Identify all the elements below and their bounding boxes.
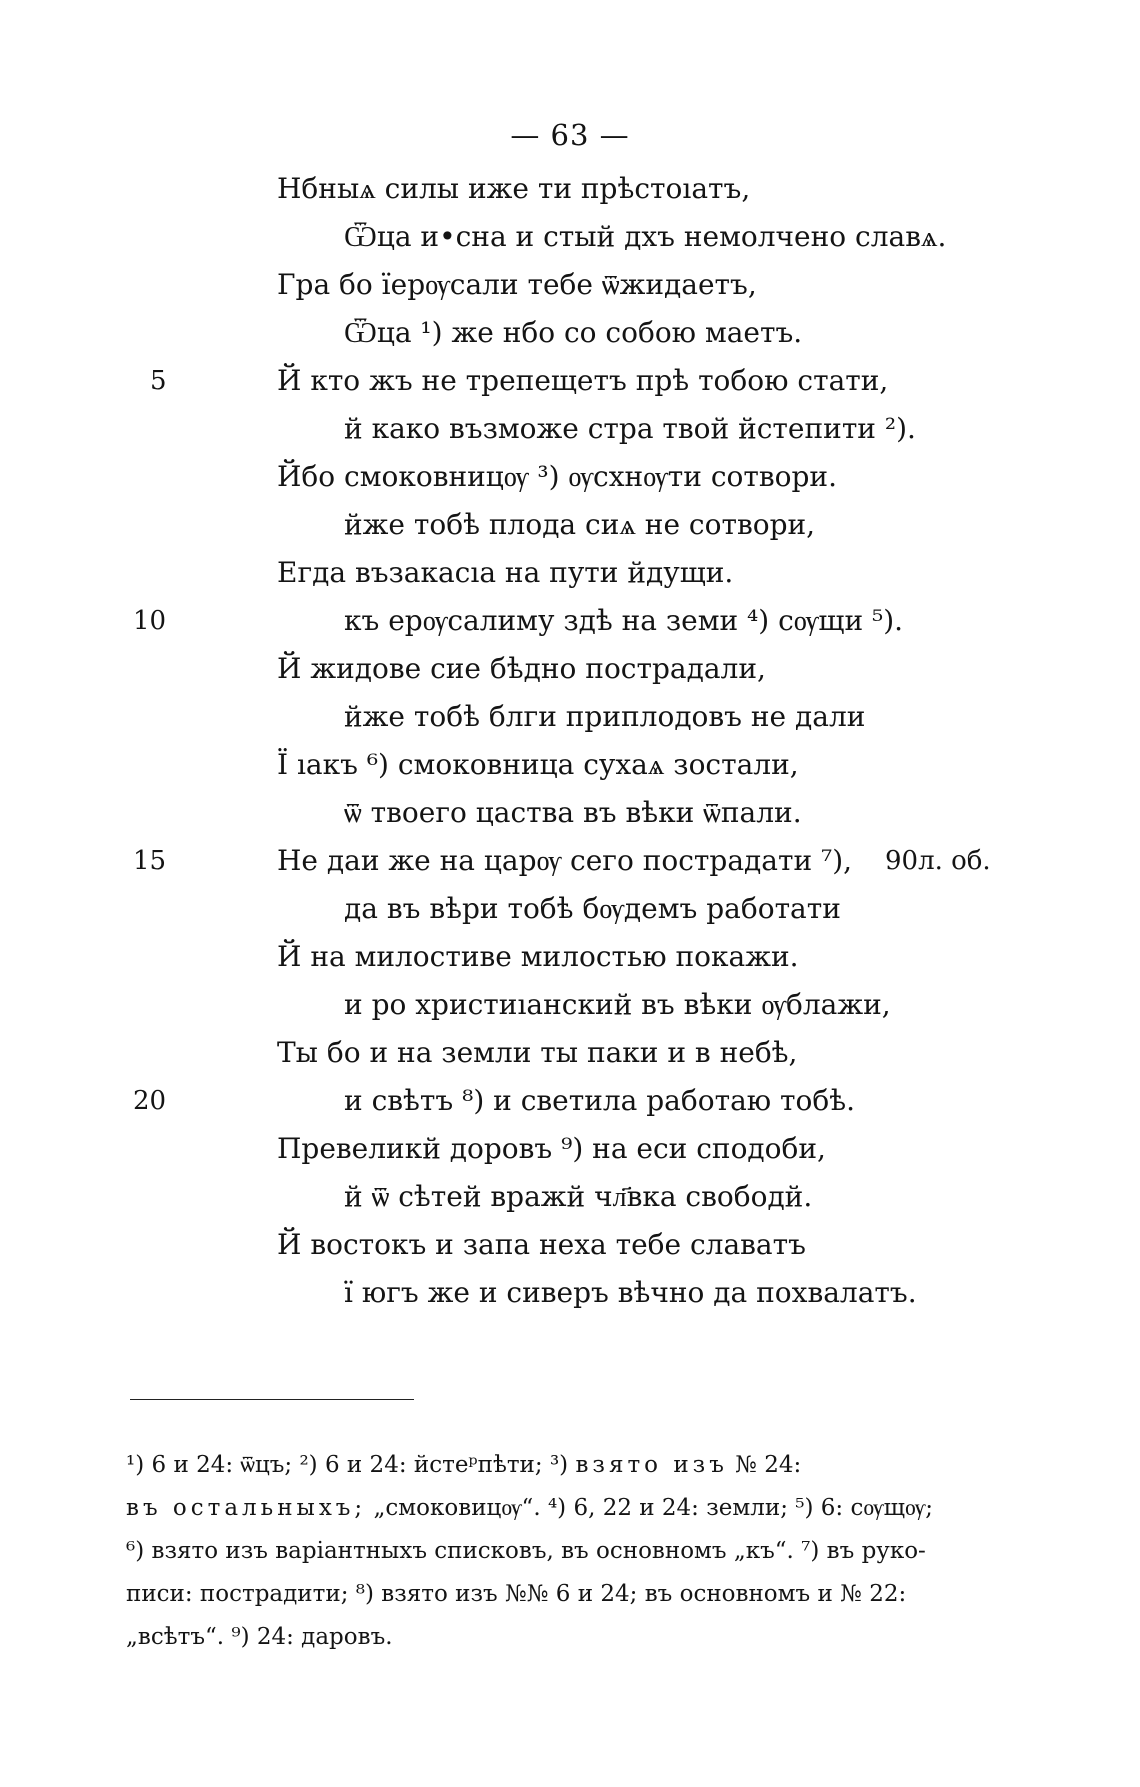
verse-line: Егда възакасıа на пути йдущи. [277, 556, 734, 589]
verse-line: и ро христиıанский въ вѣки ѹблажи, [344, 988, 891, 1021]
verse-line: йже тобѣ плода сиѧ не сотвори, [344, 508, 816, 541]
verse-line: йже тобѣ блги приплодовъ не дали [344, 700, 866, 733]
verse-line: Нбныѧ силы иже ти прѣстоıатъ, [277, 172, 751, 205]
verse-line: й ѿ сѣтей вражй чл҃вка свободй. [344, 1180, 813, 1213]
verse-line: и свѣтъ ⁸) и светила работаю тобѣ. [344, 1084, 856, 1117]
verse-line: Превеликй доровъ ⁹) на еси сподоби, [277, 1132, 826, 1165]
verse-line: Ѿца ¹) же нбо со собою маетъ. [344, 316, 803, 349]
verse-line: Йбо смоковницѹ ³) ѹсхнѹти сотвори. [277, 460, 837, 493]
footnote-line: ⁶) взято изъ варіантныхъ списковъ, въ основномъ „къ“. ⁷) въ руко- [126, 1538, 926, 1564]
verse-line: Й жидове сие бѣдно пострадали, [277, 652, 766, 685]
footnote-line: ¹) 6 и 24: ѿцъ; ²) 6 и 24: йстеᵖпѣти; ³) взято изъ № 24: [126, 1452, 802, 1478]
verse-line: й како възможе стра твой йстепити ²). [344, 412, 916, 445]
footnotes [126, 1444, 988, 1659]
line-number: 10 [133, 606, 167, 636]
page-number: — 63 — [510, 118, 630, 152]
footnote-line: „всѣтъ“. ⁹) 24: даровъ. [126, 1624, 393, 1650]
verse-line: Ты бо и на земли ты паки и в небѣ, [277, 1036, 798, 1069]
verse-line: къ ерѹсалиму здѣ на земи ⁴) сѹщи ⁵). [344, 604, 904, 637]
footnote-line: писи: пострадити; ⁸) взято изъ №№ 6 и 24; въ основномъ и № 22: [126, 1581, 907, 1607]
verse-line: Ѿца и•сна и стый дхъ немолчено славѧ. [344, 220, 947, 253]
verse-line: Не даи же на царѹ сего пострадати ⁷), [277, 844, 853, 877]
verse-line: да въ вѣри тобѣ бѹдемъ работати [344, 892, 841, 925]
verse-line: Й кто жъ не трепещетъ прѣ тобою стати, [277, 364, 889, 397]
verse-line: Гра бо їерѹсали тебе ѿжидаетъ, [277, 268, 757, 301]
verse-line: ѿ твоего цаства въ вѣки ѿпали. [344, 796, 802, 829]
footnote-divider [130, 1399, 414, 1400]
verse-line: ї югъ же и сиверъ вѣчно да похвалатъ. [344, 1276, 917, 1309]
footnote-line: въ остальныхъ; „смоковицѹ“. ⁴) 6, 22 и 24: земли; ⁵) 6: сѹщѹ; [126, 1495, 933, 1521]
line-number: 20 [133, 1086, 167, 1116]
verse-line: Й на милостиве милостью покажи. [277, 940, 799, 973]
verse-line: Ї ıакъ ⁶) смоковница сухаѧ зостали, [277, 748, 799, 781]
verse-line: Й востокъ и запа неха тебе славатъ [277, 1228, 806, 1261]
margin-folio-note: 90л. об. [885, 846, 991, 876]
line-number: 15 [133, 846, 167, 876]
line-number: 5 [150, 366, 167, 396]
